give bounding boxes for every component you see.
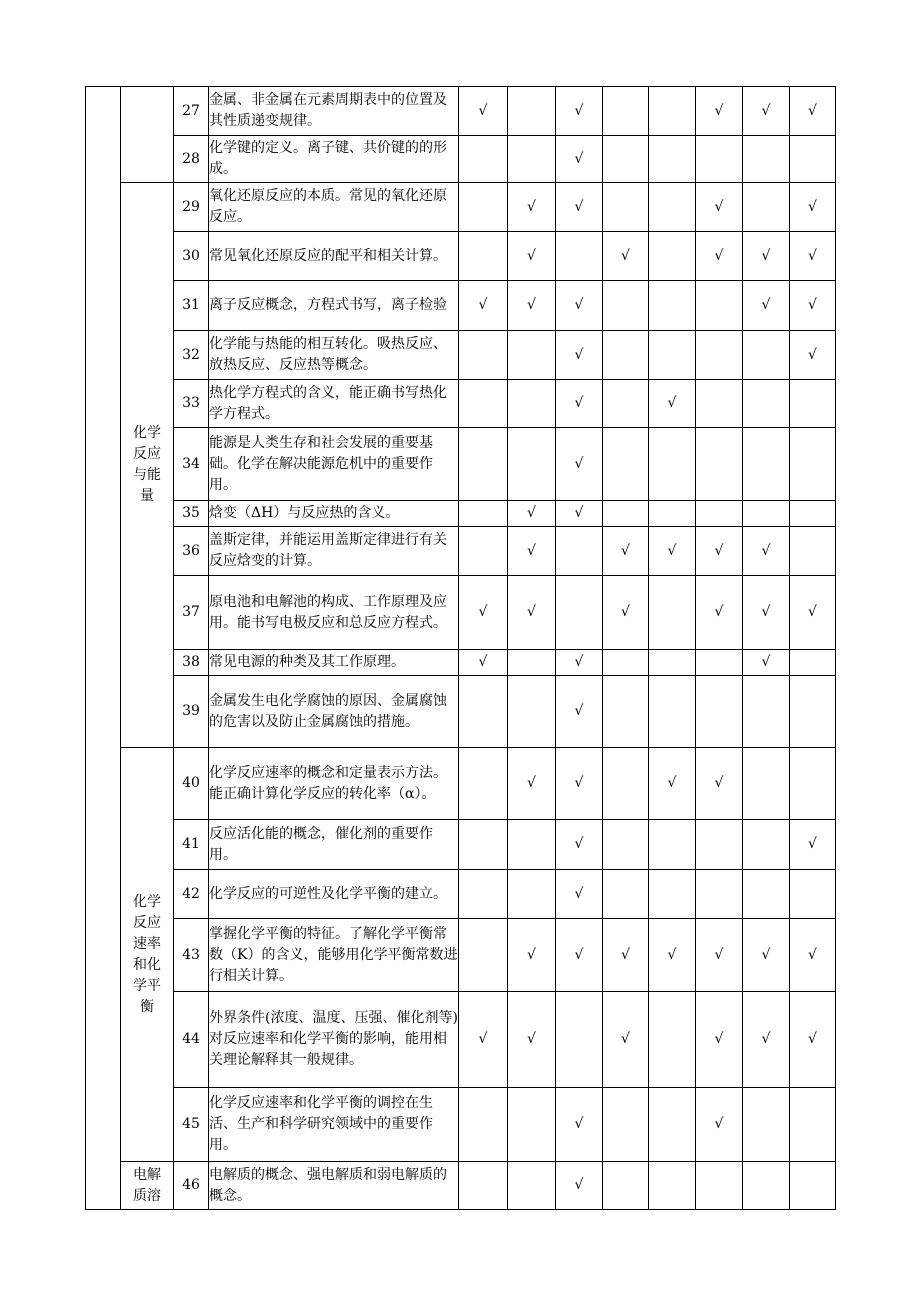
check-cell	[508, 281, 556, 331]
check-mark-icon: √	[478, 604, 488, 620]
check-cell	[790, 1162, 836, 1210]
check-cell	[508, 748, 556, 820]
check-cell	[790, 650, 836, 676]
check-cell	[743, 992, 790, 1088]
check-cell	[556, 183, 603, 232]
check-mark-icon: √	[478, 297, 488, 313]
check-mark-icon: √	[527, 505, 536, 521]
table-row	[86, 919, 836, 992]
check-cell	[508, 576, 556, 650]
item-number: 42	[174, 870, 209, 919]
check-cell	[696, 748, 743, 820]
item-description: 掌握化学平衡的特征。了解化学平衡常数（K）的含义，能够用化学平衡常数进行相关计算。	[209, 919, 459, 992]
item-number: 39	[174, 676, 209, 748]
check-cell	[508, 527, 556, 576]
item-number: 43	[174, 919, 209, 992]
item-description: 原电池和电解池的构成、工作原理及应用。能书写电极反应和总反应方程式。	[209, 576, 459, 650]
item-description: 离子反应概念，方程式书写，离子检验	[209, 281, 459, 331]
category-cell	[121, 748, 174, 1162]
item-description: 化学反应速率和化学平衡的调控在生活、生产和科学研究领域中的重要作用。	[209, 1088, 459, 1162]
check-cell	[743, 870, 790, 919]
check-cell	[508, 992, 556, 1088]
check-cell	[696, 992, 743, 1088]
check-cell	[743, 183, 790, 232]
check-cell	[459, 331, 508, 380]
check-mark-icon: √	[527, 542, 536, 559]
check-cell	[696, 380, 743, 428]
check-cell	[459, 527, 508, 576]
check-mark-icon: √	[478, 1031, 488, 1047]
item-number: 30	[174, 232, 209, 281]
item-description: 外界条件(浓度、温度、压强、催化剂等)对反应速率和化学平衡的影响，能用相关理论解释其一般规律。	[209, 992, 459, 1088]
check-cell	[649, 331, 696, 380]
check-cell	[459, 87, 508, 136]
check-cell	[556, 820, 603, 870]
check-cell	[696, 136, 743, 183]
check-cell	[743, 428, 790, 501]
check-mark-icon: √	[761, 247, 771, 264]
item-description: 金属发生电化学腐蚀的原因、金属腐蚀的危害以及防止金属腐蚀的措施。	[209, 676, 459, 748]
check-cell	[696, 87, 743, 136]
check-cell	[649, 870, 696, 919]
check-mark-icon: √	[808, 1031, 817, 1047]
check-mark-icon: √	[761, 654, 771, 670]
check-cell	[743, 136, 790, 183]
check-mark-icon: √	[808, 346, 817, 363]
check-cell	[649, 919, 696, 992]
check-cell	[743, 331, 790, 380]
check-cell	[696, 183, 743, 232]
check-mark-icon: √	[714, 247, 724, 264]
check-cell	[696, 820, 743, 870]
check-mark-icon: √	[714, 1116, 724, 1132]
check-cell	[459, 748, 508, 820]
check-cell	[603, 992, 649, 1088]
check-mark-icon: √	[574, 150, 584, 167]
check-mark-icon: √	[574, 455, 584, 472]
category-cell	[121, 1162, 174, 1210]
table-row	[86, 650, 836, 676]
category-label: 电解 质溶	[133, 1166, 161, 1204]
check-cell	[696, 676, 743, 748]
check-cell	[743, 501, 790, 527]
check-cell	[696, 1088, 743, 1162]
table-row	[86, 1088, 836, 1162]
check-cell	[790, 870, 836, 919]
check-mark-icon: √	[574, 836, 584, 852]
check-cell	[696, 919, 743, 992]
check-mark-icon: √	[714, 198, 724, 215]
check-mark-icon: √	[574, 654, 584, 670]
check-cell	[556, 281, 603, 331]
check-cell	[790, 820, 836, 870]
check-cell	[743, 380, 790, 428]
table-row	[86, 428, 836, 501]
item-description: 盖斯定律，并能运用盖斯定律进行有关反应焓变的计算。	[209, 527, 459, 576]
check-cell	[459, 820, 508, 870]
item-number: 33	[174, 380, 209, 428]
check-cell	[603, 232, 649, 281]
item-description: 焓变（ΔH）与反应热的含义。	[209, 501, 459, 527]
check-cell	[603, 1162, 649, 1210]
check-cell	[508, 428, 556, 501]
item-description: 化学能与热能的相互转化。吸热反应、放热反应、反应热等概念。	[209, 331, 459, 380]
check-cell	[743, 820, 790, 870]
check-cell	[459, 992, 508, 1088]
check-mark-icon: √	[574, 198, 584, 215]
item-number: 32	[174, 331, 209, 380]
check-mark-icon: √	[621, 604, 630, 620]
check-cell	[556, 1162, 603, 1210]
check-cell	[556, 428, 603, 501]
item-description: 化学键的定义。离子键、共价键的的形成。	[209, 136, 459, 183]
check-cell	[790, 281, 836, 331]
check-cell	[508, 183, 556, 232]
check-cell	[790, 232, 836, 281]
check-cell	[649, 281, 696, 331]
check-cell	[603, 820, 649, 870]
check-mark-icon: √	[574, 775, 584, 791]
check-mark-icon: √	[761, 102, 771, 119]
item-number: 46	[174, 1162, 209, 1210]
check-mark-icon: √	[714, 1031, 724, 1047]
check-cell	[790, 428, 836, 501]
check-cell	[743, 748, 790, 820]
check-cell	[459, 428, 508, 501]
table-row	[86, 820, 836, 870]
item-number: 35	[174, 501, 209, 527]
check-cell	[603, 136, 649, 183]
check-mark-icon: √	[714, 604, 724, 620]
check-cell	[696, 232, 743, 281]
check-cell	[696, 1162, 743, 1210]
check-cell	[603, 748, 649, 820]
check-cell	[603, 183, 649, 232]
check-cell	[743, 1162, 790, 1210]
check-cell	[603, 428, 649, 501]
knowledge-point-table	[85, 86, 836, 1210]
check-cell	[508, 919, 556, 992]
table-body	[86, 87, 836, 1210]
table-row	[86, 232, 836, 281]
check-mark-icon: √	[761, 542, 771, 559]
check-cell	[508, 1162, 556, 1210]
check-cell	[649, 576, 696, 650]
check-cell	[743, 676, 790, 748]
check-cell	[696, 527, 743, 576]
check-cell	[603, 676, 649, 748]
check-cell	[508, 820, 556, 870]
check-cell	[556, 136, 603, 183]
check-mark-icon: √	[714, 946, 724, 963]
table-row	[86, 676, 836, 748]
check-cell	[556, 676, 603, 748]
check-cell	[508, 380, 556, 428]
item-number: 27	[174, 87, 209, 136]
check-cell	[696, 870, 743, 919]
table-row	[86, 87, 836, 136]
check-mark-icon: √	[574, 297, 584, 313]
check-cell	[603, 576, 649, 650]
check-cell	[790, 748, 836, 820]
check-cell	[649, 87, 696, 136]
item-number: 44	[174, 992, 209, 1088]
check-cell	[459, 919, 508, 992]
check-cell	[790, 919, 836, 992]
check-mark-icon: √	[667, 542, 677, 559]
check-cell	[743, 650, 790, 676]
item-number: 38	[174, 650, 209, 676]
check-mark-icon: √	[621, 542, 630, 559]
check-mark-icon: √	[527, 775, 536, 791]
check-cell	[459, 501, 508, 527]
check-cell	[459, 870, 508, 919]
item-description: 常见氧化还原反应的配平和相关计算。	[209, 232, 459, 281]
check-mark-icon: √	[621, 946, 630, 963]
category-cell	[121, 183, 174, 748]
check-cell	[603, 650, 649, 676]
table-row	[86, 1162, 836, 1210]
check-mark-icon: √	[621, 1031, 630, 1047]
check-mark-icon: √	[667, 775, 677, 791]
check-cell	[743, 281, 790, 331]
check-cell	[790, 501, 836, 527]
item-number: 34	[174, 428, 209, 501]
check-cell	[790, 136, 836, 183]
outer-category-cell	[86, 87, 121, 1210]
check-cell	[508, 232, 556, 281]
check-cell	[556, 380, 603, 428]
check-cell	[696, 281, 743, 331]
item-number: 31	[174, 281, 209, 331]
check-cell	[743, 576, 790, 650]
item-description: 能源是人类生存和社会发展的重要基础。化学在解决能源危机中的重要作用。	[209, 428, 459, 501]
check-mark-icon: √	[478, 654, 488, 670]
table-row	[86, 527, 836, 576]
check-mark-icon: √	[527, 297, 536, 313]
check-cell	[603, 87, 649, 136]
check-cell	[790, 1088, 836, 1162]
check-mark-icon: √	[621, 247, 630, 264]
check-mark-icon: √	[714, 102, 724, 119]
check-cell	[556, 919, 603, 992]
table-row	[86, 380, 836, 428]
check-mark-icon: √	[574, 885, 584, 902]
check-cell	[743, 232, 790, 281]
check-mark-icon: √	[527, 198, 536, 215]
check-cell	[508, 501, 556, 527]
check-cell	[649, 1088, 696, 1162]
item-number: 28	[174, 136, 209, 183]
check-cell	[508, 87, 556, 136]
check-cell	[459, 183, 508, 232]
item-description: 化学反应速率的概念和定量表示方法。能正确计算化学反应的转化率（α）。	[209, 748, 459, 820]
check-mark-icon: √	[574, 395, 584, 411]
check-mark-icon: √	[574, 1116, 584, 1132]
check-mark-icon: √	[808, 198, 817, 215]
item-number: 29	[174, 183, 209, 232]
check-mark-icon: √	[574, 946, 584, 963]
check-cell	[603, 501, 649, 527]
check-cell	[508, 870, 556, 919]
check-mark-icon: √	[574, 1177, 584, 1193]
check-cell	[743, 1088, 790, 1162]
check-cell	[508, 676, 556, 748]
check-mark-icon: √	[808, 604, 817, 620]
check-mark-icon: √	[574, 703, 584, 719]
check-cell	[649, 428, 696, 501]
check-cell	[696, 576, 743, 650]
check-mark-icon: √	[574, 102, 584, 119]
check-cell	[696, 428, 743, 501]
check-cell	[790, 527, 836, 576]
check-cell	[459, 232, 508, 281]
check-cell	[459, 1088, 508, 1162]
check-cell	[556, 501, 603, 527]
check-cell	[696, 501, 743, 527]
check-cell	[556, 576, 603, 650]
table-row	[86, 331, 836, 380]
check-cell	[696, 331, 743, 380]
check-cell	[603, 331, 649, 380]
check-cell	[790, 380, 836, 428]
check-cell	[508, 136, 556, 183]
check-cell	[459, 650, 508, 676]
check-mark-icon: √	[808, 297, 817, 313]
check-cell	[603, 281, 649, 331]
category-cell	[121, 87, 174, 183]
check-mark-icon: √	[761, 1031, 771, 1047]
check-mark-icon: √	[808, 247, 817, 264]
check-cell	[649, 136, 696, 183]
check-cell	[649, 183, 696, 232]
check-cell	[556, 87, 603, 136]
check-cell	[603, 919, 649, 992]
check-cell	[790, 331, 836, 380]
check-mark-icon: √	[761, 297, 771, 313]
check-cell	[459, 136, 508, 183]
check-mark-icon: √	[527, 946, 536, 963]
check-cell	[459, 1162, 508, 1210]
check-cell	[556, 650, 603, 676]
check-cell	[556, 527, 603, 576]
item-description: 金属、非金属在元素周期表中的位置及其性质递变规律。	[209, 87, 459, 136]
check-cell	[556, 992, 603, 1088]
check-cell	[790, 576, 836, 650]
check-mark-icon: √	[808, 102, 817, 119]
check-mark-icon: √	[761, 946, 771, 963]
check-cell	[696, 650, 743, 676]
item-description: 热化学方程式的含义，能正确书写热化学方程式。	[209, 380, 459, 428]
check-cell	[459, 281, 508, 331]
check-mark-icon: √	[527, 604, 536, 620]
check-cell	[649, 527, 696, 576]
check-cell	[790, 87, 836, 136]
check-cell	[603, 870, 649, 919]
check-mark-icon: √	[714, 775, 724, 791]
check-cell	[459, 676, 508, 748]
check-cell	[556, 748, 603, 820]
item-number: 40	[174, 748, 209, 820]
check-cell	[790, 676, 836, 748]
check-mark-icon: √	[667, 946, 677, 963]
check-cell	[649, 820, 696, 870]
check-cell	[603, 380, 649, 428]
check-cell	[649, 380, 696, 428]
table-row	[86, 281, 836, 331]
check-cell	[743, 527, 790, 576]
check-mark-icon: √	[478, 102, 488, 119]
item-number: 41	[174, 820, 209, 870]
check-cell	[556, 870, 603, 919]
check-cell	[649, 676, 696, 748]
check-cell	[556, 232, 603, 281]
item-number: 36	[174, 527, 209, 576]
item-description: 常见电源的种类及其工作原理。	[209, 650, 459, 676]
table-row	[86, 870, 836, 919]
category-label: 化学 反应 速率 和化 学平 衡	[133, 893, 161, 1015]
item-number: 45	[174, 1088, 209, 1162]
check-mark-icon: √	[808, 836, 817, 852]
category-label: 化学 反应 与能 量	[133, 425, 161, 504]
check-cell	[743, 919, 790, 992]
check-cell	[603, 527, 649, 576]
check-cell	[649, 992, 696, 1088]
check-mark-icon: √	[574, 505, 584, 521]
check-cell	[790, 992, 836, 1088]
check-cell	[508, 1088, 556, 1162]
check-cell	[459, 380, 508, 428]
check-mark-icon: √	[761, 604, 771, 620]
check-cell	[649, 232, 696, 281]
table-row	[86, 501, 836, 527]
table-row	[86, 183, 836, 232]
check-cell	[603, 1088, 649, 1162]
check-cell	[743, 87, 790, 136]
check-mark-icon: √	[527, 247, 536, 264]
check-cell	[649, 650, 696, 676]
item-description: 电解质的概念、强电解质和弱电解质的概念。	[209, 1162, 459, 1210]
check-cell	[508, 650, 556, 676]
table-row	[86, 136, 836, 183]
check-mark-icon: √	[527, 1031, 536, 1047]
item-number: 37	[174, 576, 209, 650]
check-cell	[459, 576, 508, 650]
check-cell	[556, 1088, 603, 1162]
check-cell	[649, 1162, 696, 1210]
item-description: 化学反应的可逆性及化学平衡的建立。	[209, 870, 459, 919]
item-description: 反应活化能的概念，催化剂的重要作用。	[209, 820, 459, 870]
check-mark-icon: √	[808, 946, 817, 963]
item-description: 氧化还原反应的本质。常见的氧化还原反应。	[209, 183, 459, 232]
check-cell	[649, 748, 696, 820]
check-mark-icon: √	[714, 542, 724, 559]
table-row	[86, 992, 836, 1088]
check-cell	[649, 501, 696, 527]
table-row	[86, 748, 836, 820]
table-row	[86, 576, 836, 650]
check-mark-icon: √	[574, 346, 584, 363]
check-mark-icon: √	[667, 395, 677, 411]
check-cell	[556, 331, 603, 380]
check-cell	[790, 183, 836, 232]
check-cell	[508, 331, 556, 380]
